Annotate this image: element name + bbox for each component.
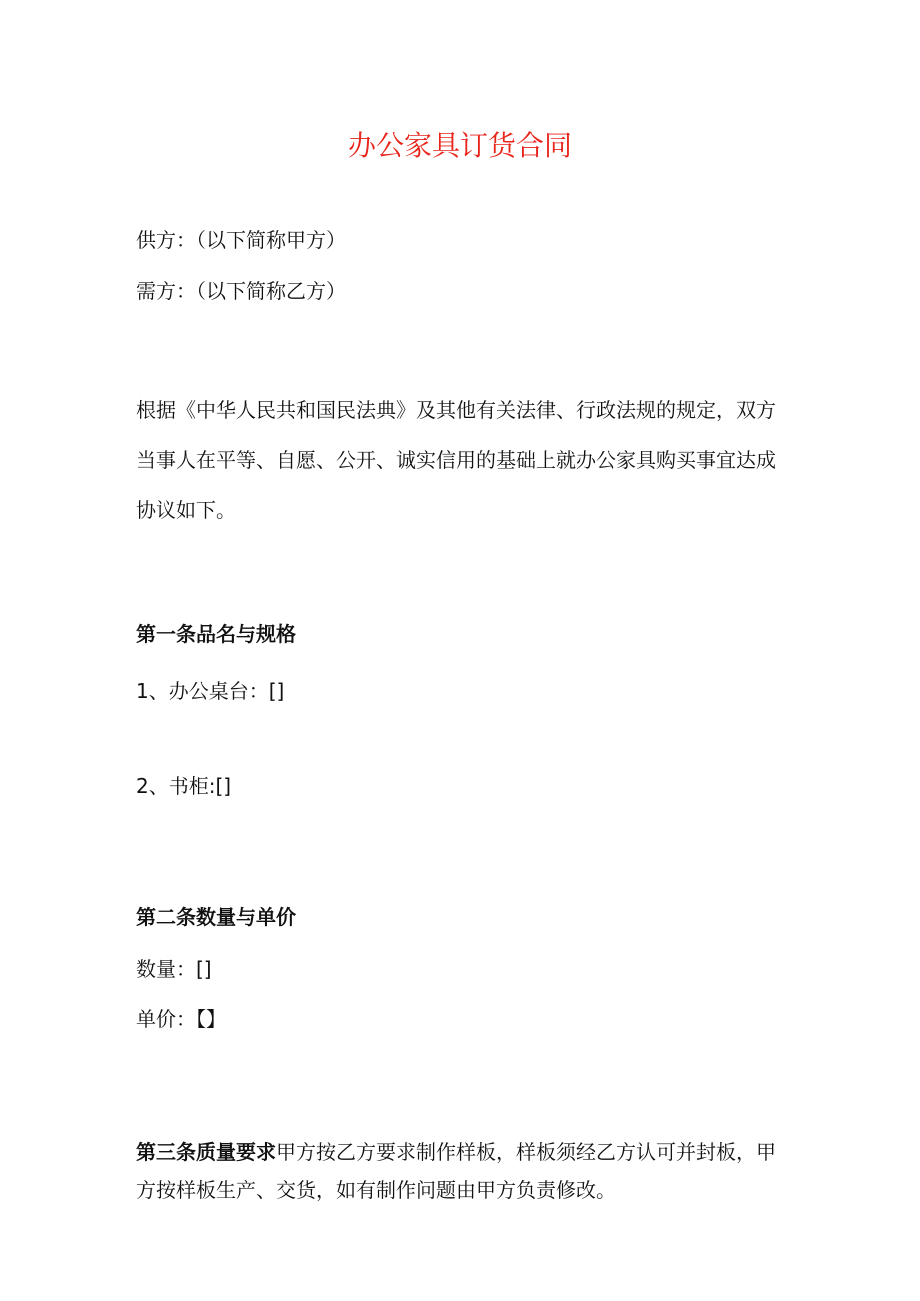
article-2-unit-price: 单价：【】 — [136, 1007, 226, 1031]
article-1-heading: 第一条品名与规格 — [136, 622, 296, 646]
article-3-text-1: 甲方按乙方要求制作样板，样板须经乙方认可并封板，甲 — [276, 1140, 776, 1164]
document-title: 办公家具订货合同 — [347, 129, 572, 162]
preamble-line-3: 协议如下。 — [136, 498, 236, 522]
article-1-item-1: 1、办公桌台：[] — [136, 679, 285, 703]
article-1-item-2: 2、书柜:[] — [136, 774, 232, 798]
preamble-line-2: 当事人在平等、自愿、公开、诚实信用的基础上就办公家具购买事宜达成 — [136, 448, 776, 472]
article-2-heading: 第二条数量与单价 — [136, 905, 296, 929]
article-2-quantity: 数量：[] — [136, 957, 212, 981]
preamble-line-1: 根据《中华人民共和国民法典》及其他有关法律、行政法规的规定，双方 — [136, 398, 776, 422]
article-3-heading: 第三条质量要求 — [136, 1140, 276, 1164]
article-3-line-2: 方按样板生产、交货，如有制作问题由甲方负责修改。 — [136, 1178, 616, 1202]
buyer-line: 需方：（以下简称乙方） — [136, 279, 346, 303]
article-3-line-1 — [136, 1138, 776, 1166]
supplier-line: 供方：（以下简称甲方） — [136, 228, 346, 252]
